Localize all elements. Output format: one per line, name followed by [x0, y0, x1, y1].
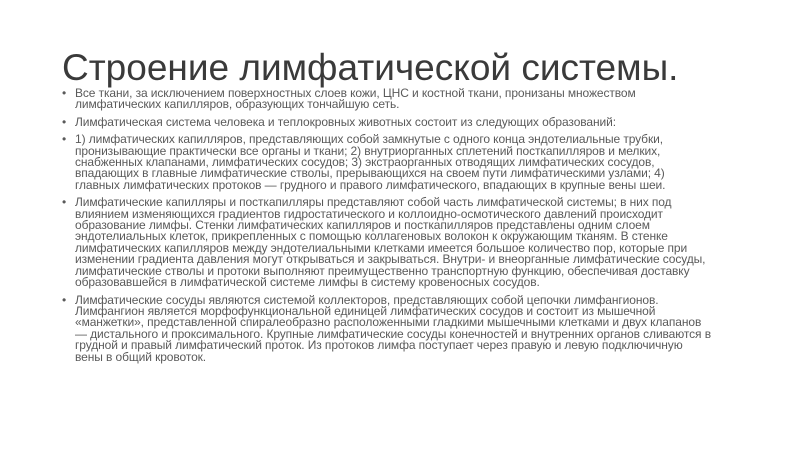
bullet-item: • Лимфатическая система человека и теплокровных животных состоит из следующих образований:: [62, 117, 712, 128]
bullet-item: • Лимфатические капилляры и посткапилляры представляют собой часть лимфатической системы; в них под влиянием изменяющихся градиентов гидростатического и коллоидно-осмотического давлений происходит образование лимфы. Стенки лимфатических капилляров и посткапилляров представлены одним слоем эндотелиальных клеток, прикрепленных с помощью коллагеновых волокон к окружающим тканям. В стенке лимфатических капилляров между эндотелиальными клетками имеется большое количество пор, которые при изменении градиента давления могут открываться и закрываться. Внутри- и внеорганные лимфатические сосуды, лимфатические стволы и протоки выполняют преимущественно транспортную функцию, обеспечивая доставку образовавшейся в лимфатической системе лимфы в систему кровеносных сосудов.: [62, 197, 712, 288]
bullet-list: [62, 88, 712, 369]
bullet-item: • Лимфатические сосуды являются системой коллекторов, представляющих собой цепочки лимфангионов. Лимфангион является морфофункциональной единицей лимфатических сосудов и состоит из мышечной «манжетки», представленной спиралеобразно расположенными гладкими мышечными клетками и двух клапанов — дистального и проксимального. Крупные лимфатические сосуды конечностей и внутренних органов сливаются в грудной и правый лимфатический проток. Из протоков лимфа поступает через правую и левую подключичную вены в общий кровоток.: [62, 295, 712, 363]
bullet-item: • Все ткани, за исключением поверхностных слоев кожи, ЦНС и костной ткани, пронизаны множеством лимфатических капилляров, образующих тончайшую сеть.: [62, 88, 712, 111]
bullet-item: • 1) лимфатических капилляров, представляющих собой замкнутые с одного конца эндотелиальные трубки, пронизывающие практически все органы и ткани; 2) внутриорганных сплетений посткапилляров и мелких, снабженных клапанами, лимфатических сосудов; 3) экстраорганных отводящих лимфатических сосудов, впадающих в главные лимфатические стволы, прерывающихся на своем пути лимфатическими узлами; 4) главных лимфатических протоков — грудного и правого лимфатического, впадающих в крупные вены шеи.: [62, 134, 712, 191]
slide-title: Строение лимфатической системы.: [62, 47, 679, 88]
